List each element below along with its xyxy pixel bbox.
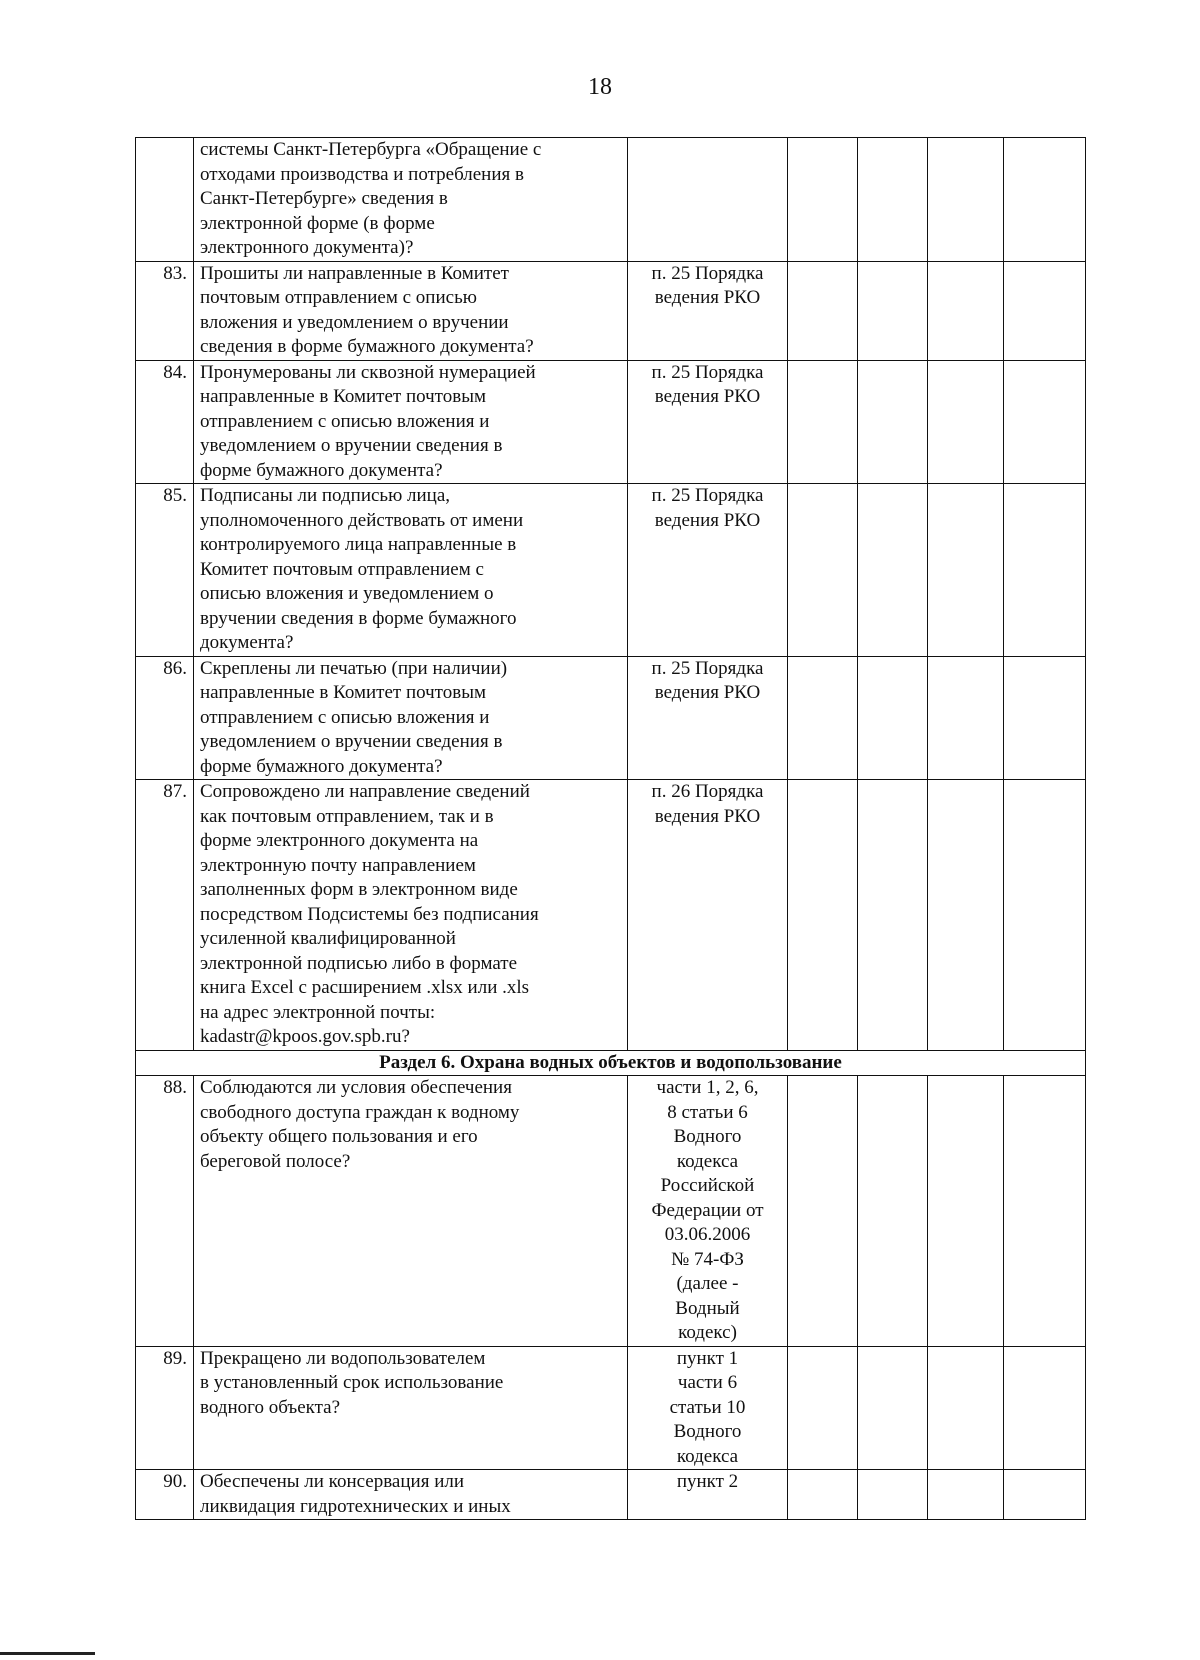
question-line: Пронумерованы ли сквозной нумерацией: [200, 361, 536, 383]
table-row: [136, 1076, 1086, 1347]
legal-reference-line: Водного: [673, 1421, 742, 1442]
answer-no-cell: [858, 360, 928, 484]
legal-reference-line: п. 26 Порядка: [651, 781, 764, 802]
legal-reference-line: п. 25 Порядка: [651, 657, 764, 679]
answer-yes-cell: [788, 656, 858, 780]
note-cell: [1004, 484, 1086, 657]
checklist-table: [135, 137, 1086, 1520]
question-line: посредством Подсистемы без подписания: [200, 903, 539, 925]
legal-reference-line: пункт 1: [676, 1347, 739, 1369]
answer-yes-cell: [788, 261, 858, 360]
legal-reference-line: части 1, 2, 6,: [656, 1077, 759, 1098]
item-number: 83.: [136, 261, 194, 360]
table-row: [136, 261, 1086, 360]
answer-yes-cell: [788, 780, 858, 1051]
legal-reference-line: кодекса: [676, 1150, 739, 1172]
answer-no-cell: [858, 484, 928, 657]
item-number: 88.: [136, 1076, 194, 1347]
answer-na-cell: [928, 1346, 1004, 1470]
question-line: свободного доступа граждан к водному: [200, 1101, 520, 1123]
question-line: Санкт-Петербурге» сведения в: [200, 188, 448, 209]
question-line: ликвидация гидротехнических и иных: [200, 1495, 511, 1517]
question-line: сведения в форме бумажного документа?: [200, 336, 534, 357]
item-number: 84.: [136, 360, 194, 484]
question-line: вложения и уведомлением о вручении: [200, 311, 509, 333]
note-cell: [1004, 1076, 1086, 1347]
question-line: почтовым отправлением с описью: [200, 287, 477, 308]
legal-reference-line: кодекса: [676, 1445, 739, 1467]
question-line: в установленный срок использование: [200, 1372, 504, 1393]
legal-reference-cell: [628, 780, 788, 1051]
page-number: 18: [588, 74, 612, 100]
checklist-body: [136, 138, 1086, 1520]
table-row: [136, 780, 1086, 1051]
question-cell: [194, 138, 628, 262]
table-row: [136, 360, 1086, 484]
answer-yes-cell: [788, 1470, 858, 1520]
question-line: форме бумажного документа?: [200, 755, 443, 777]
answer-na-cell: [928, 360, 1004, 484]
question-cell: [194, 656, 628, 780]
question-line: документа?: [200, 632, 294, 653]
answer-yes-cell: [788, 360, 858, 484]
answer-no-cell: [858, 138, 928, 262]
note-cell: [1004, 1470, 1086, 1520]
table-row: [136, 484, 1086, 657]
answer-no-cell: [858, 1076, 928, 1347]
question-cell: [194, 1076, 628, 1347]
answer-na-cell: [928, 484, 1004, 657]
note-cell: [1004, 1346, 1086, 1470]
section-title: Раздел 6. Охрана водных объектов и водопользование: [136, 1050, 1086, 1076]
question-line: усиленной квалифицированной: [200, 928, 456, 949]
question-cell: [194, 360, 628, 484]
table-row: [136, 1470, 1086, 1520]
answer-na-cell: [928, 780, 1004, 1051]
legal-reference-cell: [628, 484, 788, 657]
legal-reference-line: № 74-ФЗ: [671, 1248, 744, 1270]
answer-no-cell: [858, 261, 928, 360]
legal-reference-line: 03.06.2006: [664, 1224, 751, 1245]
question-line: kadastr@kpoos.gov.spb.ru?: [200, 1026, 410, 1047]
legal-reference-cell: [628, 360, 788, 484]
item-number: 89.: [136, 1346, 194, 1470]
question-line: береговой полосе?: [200, 1150, 351, 1172]
question-line: Сопровождено ли направление сведений: [200, 781, 530, 802]
question-line: форме электронного документа на: [200, 830, 479, 851]
scan-edge-mark: [0, 1652, 95, 1655]
legal-reference-line: (далее -: [676, 1273, 739, 1294]
answer-no-cell: [858, 780, 928, 1051]
note-cell: [1004, 780, 1086, 1051]
legal-reference-line: ведения РКО: [654, 682, 761, 703]
question-line: Подписаны ли подписью лица,: [200, 485, 451, 506]
question-line: заполненных форм в электронном виде: [200, 879, 518, 900]
question-line: направленные в Комитет почтовым: [200, 386, 486, 407]
legal-reference-line: пункт 2: [676, 1471, 739, 1492]
answer-no-cell: [858, 656, 928, 780]
answer-yes-cell: [788, 1346, 858, 1470]
question-line: Соблюдаются ли условия обеспечения: [200, 1077, 512, 1098]
legal-reference-line: ведения РКО: [654, 386, 761, 407]
legal-reference-line: п. 25 Порядка: [651, 485, 764, 506]
legal-reference-line: Водный: [675, 1297, 740, 1319]
answer-yes-cell: [788, 1076, 858, 1347]
legal-reference-cell: [628, 1076, 788, 1347]
question-line: электронную почту направлением: [200, 854, 476, 876]
question-cell: [194, 1346, 628, 1470]
table-row: [136, 138, 1086, 262]
legal-reference-cell: [628, 261, 788, 360]
question-line: уполномоченного действовать от имени: [200, 509, 524, 531]
question-line: Скреплены ли печатью (при наличии): [200, 657, 508, 679]
question-cell: [194, 1470, 628, 1520]
question-line: электронной подписью либо в формате: [200, 952, 518, 974]
legal-reference-line: кодекс): [678, 1322, 737, 1343]
answer-yes-cell: [788, 484, 858, 657]
question-line: уведомлением о вручении сведения в: [200, 435, 503, 456]
legal-reference-line: ведения РКО: [654, 287, 761, 308]
table-row: [136, 1346, 1086, 1470]
answer-na-cell: [928, 138, 1004, 262]
item-number: 87.: [136, 780, 194, 1051]
legal-reference-line: п. 25 Порядка: [651, 262, 764, 284]
legal-reference-line: ведения РКО: [654, 805, 761, 827]
question-line: электронного документа)?: [200, 237, 414, 258]
answer-na-cell: [928, 656, 1004, 780]
note-cell: [1004, 261, 1086, 360]
question-line: Обеспечены ли консервация или: [200, 1471, 465, 1492]
note-cell: [1004, 138, 1086, 262]
item-number: 90.: [136, 1470, 194, 1520]
legal-reference-cell: [628, 656, 788, 780]
item-number: 85.: [136, 484, 194, 657]
question-line: отходами производства и потребления в: [200, 163, 524, 185]
question-line: Прекращено ли водопользователем: [200, 1347, 486, 1369]
question-line: контролируемого лица направленные в: [200, 534, 517, 555]
question-line: отправлением с описью вложения и: [200, 706, 490, 728]
legal-reference-line: Российской: [660, 1175, 755, 1196]
answer-no-cell: [858, 1470, 928, 1520]
legal-reference-line: части 6: [677, 1372, 738, 1393]
question-line: Комитет почтовым отправлением с: [200, 558, 484, 580]
question-line: системы Санкт-Петербурга «Обращение с: [200, 139, 542, 160]
question-cell: [194, 484, 628, 657]
note-cell: [1004, 656, 1086, 780]
question-line: Прошиты ли направленные в Комитет: [200, 262, 509, 284]
answer-no-cell: [858, 1346, 928, 1470]
question-line: электронной форме (в форме: [200, 212, 435, 234]
question-line: описью вложения и уведомлением о: [200, 583, 494, 604]
answer-na-cell: [928, 1470, 1004, 1520]
answer-yes-cell: [788, 138, 858, 262]
question-cell: [194, 780, 628, 1051]
question-line: книга Excel с расширением .xlsx или .xls: [200, 977, 530, 998]
note-cell: [1004, 360, 1086, 484]
section-header-row: [136, 1050, 1086, 1076]
legal-reference-cell: [628, 138, 788, 262]
question-line: уведомлением о вручении сведения в: [200, 731, 503, 752]
legal-reference-line: Федерации от: [651, 1199, 764, 1221]
legal-reference-line: п. 25 Порядка: [651, 361, 764, 383]
question-line: форме бумажного документа?: [200, 459, 443, 481]
question-line: водного объекта?: [200, 1396, 341, 1418]
legal-reference-cell: [628, 1346, 788, 1470]
question-line: на адрес электронной почты:: [200, 1001, 436, 1023]
question-line: направленные в Комитет почтовым: [200, 682, 486, 703]
table-row: [136, 656, 1086, 780]
item-number: 86.: [136, 656, 194, 780]
item-number: [136, 138, 194, 262]
legal-reference-line: ведения РКО: [654, 509, 761, 531]
legal-reference-line: статьи 10: [669, 1396, 746, 1418]
legal-reference-line: Водного: [673, 1126, 742, 1147]
question-line: отправлением с описью вложения и: [200, 410, 490, 432]
question-line: вручении сведения в форме бумажного: [200, 607, 517, 629]
answer-na-cell: [928, 1076, 1004, 1347]
question-cell: [194, 261, 628, 360]
question-line: объекту общего пользования и его: [200, 1126, 478, 1147]
legal-reference-line: 8 статьи 6: [667, 1101, 748, 1123]
question-line: как почтовым отправлением, так и в: [200, 805, 494, 827]
answer-na-cell: [928, 261, 1004, 360]
legal-reference-cell: [628, 1470, 788, 1520]
